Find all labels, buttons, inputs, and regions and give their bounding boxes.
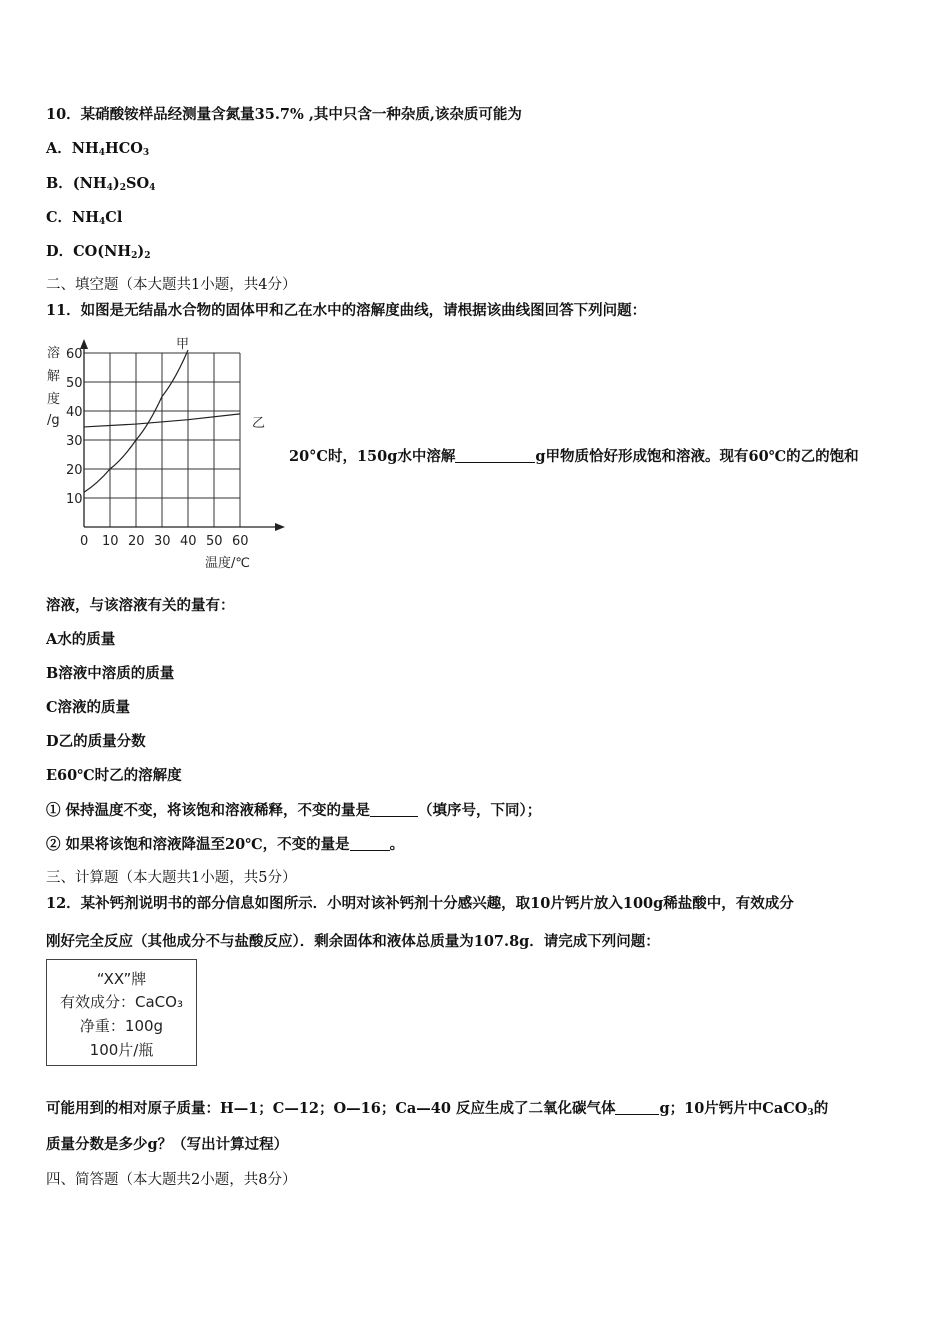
x-tick-label-50: 50 (206, 534, 223, 549)
x-tick-label-30: 30 (154, 534, 171, 549)
y-axis-label-3: /g (47, 413, 60, 428)
question-11-stem: 11．如图是无结晶水合物的固体甲和乙在水中的溶解度曲线，请根据该曲线图回答下列问题： (46, 302, 647, 319)
subquestion-2: ② 如果将该饱和溶液降温至20℃，不变的量是 。 (46, 836, 405, 853)
answer-blank-3[interactable] (350, 837, 390, 851)
section-4-heading: 四、简答题（本大题共2小题，共8分） (46, 1172, 297, 1188)
x-tick-label-40: 40 (180, 534, 197, 549)
x-axis-arrow (275, 523, 285, 531)
item-a: A水的质量 (46, 631, 116, 648)
question-11-side-text: 20°C时，150g水中溶解 g甲物质恰好形成饱和溶液。现有60℃的乙的饱和 (289, 448, 859, 465)
y-axis-label-0: 溶 (47, 346, 61, 361)
answer-blank-4[interactable] (615, 1101, 659, 1115)
question-12-last: 质量分数是多少g？（写出计算过程） (46, 1136, 289, 1153)
item-d: D乙的质量分数 (46, 733, 146, 750)
answer-blank-1[interactable] (455, 449, 535, 463)
option-b: B．$(NH_4)_2SO_4$ (46, 175, 156, 193)
subquestion-1: ① 保持温度不变，将该饱和溶液稀释，不变的量是 （填序号，下同）； (46, 802, 542, 819)
x-tick-label-60: 60 (232, 534, 249, 549)
x-axis-label: 温度/℃ (205, 556, 250, 571)
item-c: C溶液的质量 (46, 699, 131, 716)
y-tick-label-50: 50 (66, 376, 83, 391)
solubility-chart (45, 333, 290, 575)
label-net-weight: 净重：100g (79, 1017, 164, 1035)
atomic-mass-line: 可能用到的相对原子质量：H—1；C—12；O—16；Ca—40 反应生成了二氧化碳气体 g；10片钙片中CaCO$_3$的 (46, 1100, 829, 1118)
question-10-stem: 10．某硝酸铵样品经测量含氮量35.7% ,其中只含一种杂质,该杂质可能为 (46, 106, 522, 123)
answer-blank-2[interactable] (370, 803, 418, 817)
item-b: B溶液中溶质的质量 (46, 665, 175, 682)
y-tick-label-10: 10 (66, 492, 83, 507)
question-11-continued: 溶液，与该溶液有关的量有： (46, 597, 235, 614)
question-12-stem-1: 12．某补钙剂说明书的部分信息如图所示．小明对该补钙剂十分感兴趣，取10片钙片放入100g稀盐酸中，有效成分 (46, 895, 794, 912)
supplement-label-image (46, 959, 197, 1066)
section-3-heading: 三、计算题（本大题共1小题，共5分） (46, 870, 297, 886)
x-tick-label-20: 20 (128, 534, 145, 549)
section-2-heading: 二、填空题（本大题共1小题，共4分） (46, 277, 297, 293)
y-tick-label-60: 60 (66, 347, 83, 362)
series-jia-label: 甲 (176, 337, 190, 352)
x-tick-label-10: 10 (102, 534, 119, 549)
item-e: E60℃时乙的溶解度 (46, 767, 182, 784)
label-brand: “XX”牌 (96, 970, 147, 988)
y-tick-label-20: 20 (66, 463, 83, 478)
option-d: D．$CO(NH_2)_2$ (46, 243, 151, 261)
x-tick-label-0: 0 (80, 534, 89, 549)
y-tick-label-40: 40 (66, 405, 83, 420)
y-tick-label-30: 30 (66, 434, 83, 449)
series-yi-label: 乙 (252, 415, 266, 431)
question-12-stem-2: 刚好完全反应（其他成分不与盐酸反应）．剩余固体和液体总质量为107.8g．请完成下列问题： (46, 933, 660, 950)
label-count: 100片/瓶 (89, 1041, 154, 1059)
label-ingredient: 有效成分：CaCO₃ (60, 993, 183, 1011)
y-axis-label-1: 解 (47, 369, 61, 384)
option-a: A．$NH_4HCO_3$ (46, 140, 150, 158)
option-c: C．$NH_4Cl$ (46, 209, 123, 227)
y-axis-label-2: 度 (47, 392, 61, 407)
